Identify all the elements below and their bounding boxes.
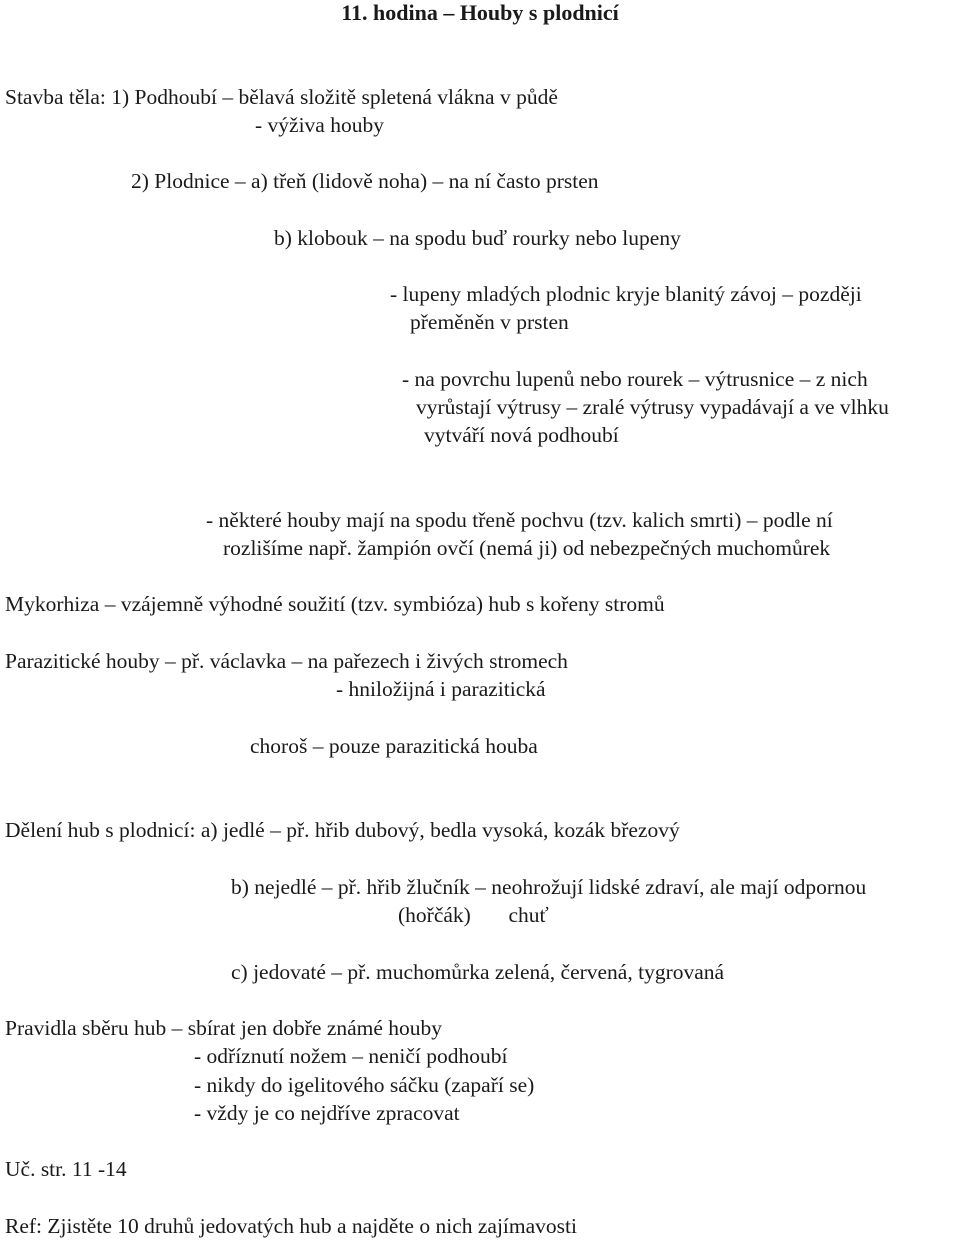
text-line: - výživa houby [255, 113, 384, 137]
text-line: - na povrchu lupenů nebo rourek – výtrusnice – z nich [402, 367, 868, 391]
text-line: rozlišíme např. žampión ovčí (nemá ji) od nebezpečných muchomůrek [223, 536, 831, 560]
text-line: Mykorhiza – vzájemně výhodné soužití (tzv. symbióza) hub s kořeny stromů [5, 592, 665, 616]
text-line: - odříznutí nožem – neničí podhoubí [194, 1044, 508, 1068]
text-line: Dělení hub s plodnicí: a) jedlé – př. hřib dubový, bedla vysoká, kozák březový [5, 818, 680, 842]
text-line: choroš – pouze parazitická houba [250, 734, 538, 758]
text-line: (hořčák) chuť [398, 903, 549, 927]
text-line: Parazitické houby – př. václavka – na pařezech i živých stromech [5, 649, 568, 673]
text-line: vytváří nová podhoubí [424, 423, 619, 447]
text-line: 2) Plodnice – a) třeň (lidově noha) – na ní často prsten [131, 169, 599, 193]
text-line: - některé houby mají na spodu třeně pochvu (tzv. kalich smrti) – podle ní [206, 508, 833, 532]
text-line: vyrůstají výtrusy – zralé výtrusy vypadávají a ve vlhku [416, 395, 889, 419]
text-line: - vždy je co nejdříve zpracovat [194, 1101, 460, 1125]
text-line: Ref: Zjistěte 10 druhů jedovatých hub a najděte o nich zajímavosti [5, 1214, 577, 1238]
text-line: - lupeny mladých plodnic kryje blanitý závoj – později [390, 282, 862, 306]
text-line: b) nejedlé – př. hřib žlučník – neohrožují lidské zdraví, ale mají odpornou [231, 875, 867, 899]
text-line: - hniložijná i parazitická [336, 677, 546, 701]
text-line: Stavba těla: 1) Podhoubí – bělavá složitě spletená vlákna v půdě [5, 85, 558, 109]
text-line: - nikdy do igelitového sáčku (zapaří se) [194, 1073, 535, 1097]
text-line: b) klobouk – na spodu buď rourky nebo lupeny [274, 226, 681, 250]
page-title: 11. hodina – Houby s plodnicí [341, 0, 619, 25]
text-line: c) jedovaté – př. muchomůrka zelená, červená, tygrovaná [231, 960, 725, 984]
text-line: Pravidla sběru hub – sbírat jen dobře známé houby [5, 1016, 443, 1040]
text-line: Uč. str. 11 -14 [5, 1157, 127, 1181]
text-line: přeměněn v prsten [410, 310, 569, 334]
